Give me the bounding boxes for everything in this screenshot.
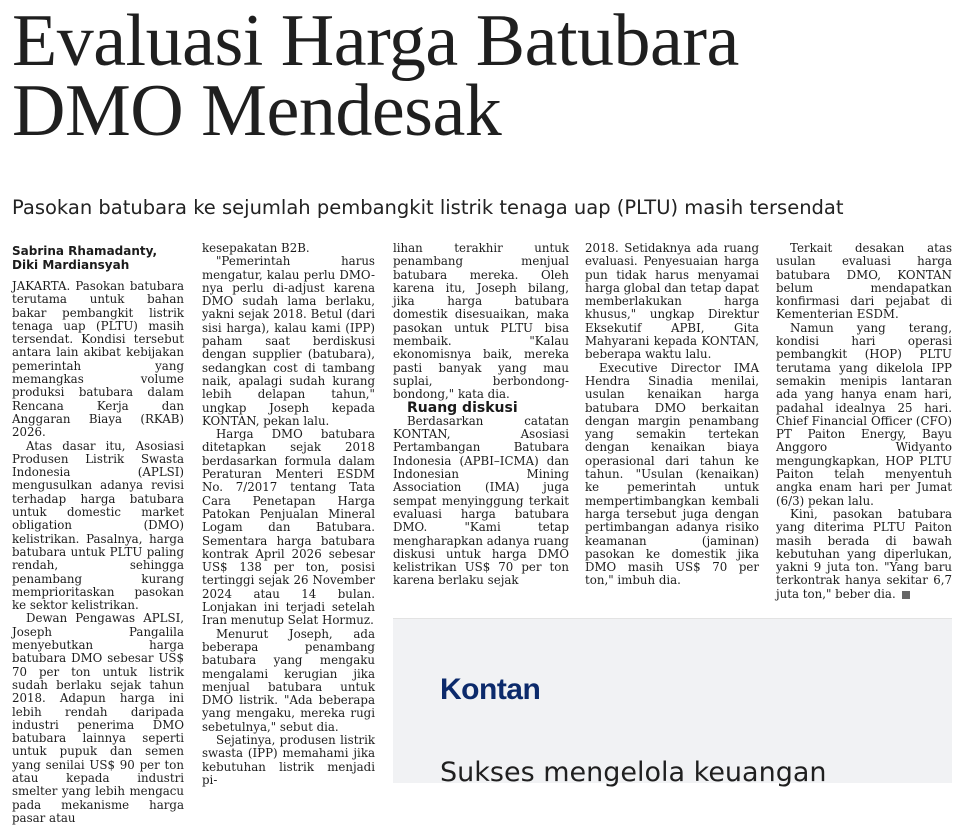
paragraph: 2018. Setidaknya ada ruang evaluasi. Penyesuaian harga pun tidak harus menyamai harga global dan tetap dapat memberlakukan harga khusus," ungkap Direktur Eksekutif APBI, Gita Mahyarani kepada KONTAN, beberapa waktu lalu. <box>585 241 759 362</box>
byline-author-2: Diki Mardiansyah <box>12 258 130 272</box>
paragraph: Namun yang terang, kondisi hari operasi pembangkit (HOP) PLTU terutama yang dikelola IPP semakin menipis lantaran ada yang hanya enam hari, padahal idealnya 25 hari. Chief Financial Officer (CFO) PT Paiton Energy, Bayu Anggoro Widyanto mengungkapkan, HOP PLTU Paiton telah menyentuh angka enam hari per Jumat (6/3) pekan lalu. <box>776 320 952 508</box>
paragraph: kesepakatan B2B. <box>202 241 310 255</box>
column-4 <box>585 242 759 594</box>
paragraph: lihan terakhir untuk penambang menjual batubara mereka. Oleh karena itu, Joseph bilang, jika harga batubara domestik disesuaikan, maka pasokan untuk PLTU bisa membaik. "Kalau ekonomisnya baik, mereka pasti banyak yang mau suplai, berbondong-bondong," kata dia. <box>393 241 569 402</box>
paragraph: "Pemerintah harus mengatur, kalau perlu DMO-nya perlu di-adjust karena DMO sudah lama berlaku, yakni sejak 2018. Betul (dari sisi harga), kalau kami (IPP) paham saat berdiskusi dengan supplier (batubara), sedangkan cost di tambang naik, apalagi sudah kurang lebih delapan tahun," ungkap Joseph kepada KONTAN, pekan lalu. <box>202 254 375 428</box>
paragraph-text: Kini, pasokan batubara yang diterima PLTU Paiton masih berada di bawah kebutuhan yang diperlukan, yakni 9 juta ton. "Yang baru terkontrak hanya sekitar 6,7 juta ton," beber dia. <box>776 506 952 601</box>
byline <box>12 244 184 272</box>
deck: Pasokan batubara ke sejumlah pembangkit listrik tenaga uap (PLTU) masih tersendat <box>12 196 844 219</box>
paragraph: JAKARTA. Pasokan batubara terutama untuk bahan bakar pembangkit listrik tenaga uap (PLTU) masih tersendat. Kondisi tersebut antara lain akibat kebijakan pemerintah yang memangkas volume produksi batubara dalam Rencana Kerja dan Anggaran Biaya (RKAB) 2026. <box>12 279 184 440</box>
subhead: Ruang diskusi <box>407 399 518 416</box>
byline-author-1: Sabrina Rhamadanty, <box>12 244 158 258</box>
advertisement-banner[interactable] <box>393 618 952 788</box>
column-5 <box>776 241 952 601</box>
column-2 <box>202 241 375 787</box>
paragraph: Atas dasar itu, Asosiasi Produsen Listrik Swasta Indonesia (APLSI) mengusulkan adanya revisi terhadap harga batubara untuk domestic market obligation (DMO) kelistrikan. Pasalnya, harga batubara untuk PLTU paling rendah, sehingga penambang kurang memprioritaskan pasokan ke sektor kelistrikan. <box>12 438 184 613</box>
column-3 <box>393 242 569 594</box>
paragraph: Berdasarkan catatan KONTAN, Asosiasi Pertambangan Batubara Indonesia (APBI–ICMA) dan Indonesian Mining Association (IMA) juga sempat menyinggung terkait evaluasi harga batubara DMO. "Kami tetap mengharapkan adanya ruang diskusi untuk harga DMO kelistrikan US$ 70 per ton karena berlaku sejak <box>393 413 569 588</box>
ad-tagline: Sukses mengelola keuangan <box>440 757 827 788</box>
kontan-logo: Kontan <box>440 673 541 706</box>
paragraph: Harga DMO batubara ditetapkan sejak 2018 berdasarkan formula dalam Peraturan Menteri ESDM No. 7/2017 tentang Tata Cara Penetapan Harga Patokan Penjualan Mineral Logam dan Batubara. Sementara harga batubara kontrak April 2026 sebesar US$ 138 per ton, posisi tertinggi sejak 26 November 2024 atau 14 bulan. Lonjakan ini terjadi setelah Iran menutup Selat Hormuz. <box>202 427 375 628</box>
headline-line-2: DMO Mendesak <box>12 70 502 152</box>
column-1 <box>12 242 184 825</box>
end-mark-icon <box>902 591 910 599</box>
paragraph <box>776 508 952 601</box>
headline-line-1: Evaluasi Harga Batubara <box>12 0 739 82</box>
paragraph: Terkait desakan atas usulan evaluasi harga batubara DMO, KONTAN belum mendapatkan konfirmasi dari pejabat di Kementerian ESDM. <box>776 241 952 322</box>
paragraph: Dewan Pengawas APLSI, Joseph Pangalila menyebutkan harga batubara DMO sebesar US$ 70 per ton untuk listrik sudah berlaku sejak tahun 2018. Adapun harga ini lebih rendah daripada industri penerima DMO batubara lainnya seperti untuk pupuk dan semen yang senilai US$ 90 per ton atau kepada industri smelter yang lebih mengacu pada mekanisme harga pasar atau <box>12 611 184 825</box>
paragraph: Executive Director IMA Hendra Sinadia menilai, usulan kenaikan harga batubara DMO berkaitan dengan margin penambang yang semakin tertekan dengan kenaikan biaya operasional dari tahun ke tahun. "Usulan (kenaikan) ke pemerintah untuk mempertimbangkan kembali harga tersebut juga dengan pertimbangan adanya risiko keamanan (jaminan) pasokan ke domestik jika DMO masih US$ 70 per ton," imbuh dia. <box>585 360 759 588</box>
paragraph: Sejatinya, produsen listrik swasta (IPP) memahami jika kebutuhan listrik menjadi pi- <box>202 732 375 787</box>
headline <box>12 0 952 152</box>
paragraph: Menurut Joseph, ada beberapa penambang batubara yang mengaku mengalami kerugian jika menjual batubara untuk DMO listrik. "Ada beberapa yang mengaku, mereka rugi sebetulnya," sebut dia. <box>202 626 375 734</box>
